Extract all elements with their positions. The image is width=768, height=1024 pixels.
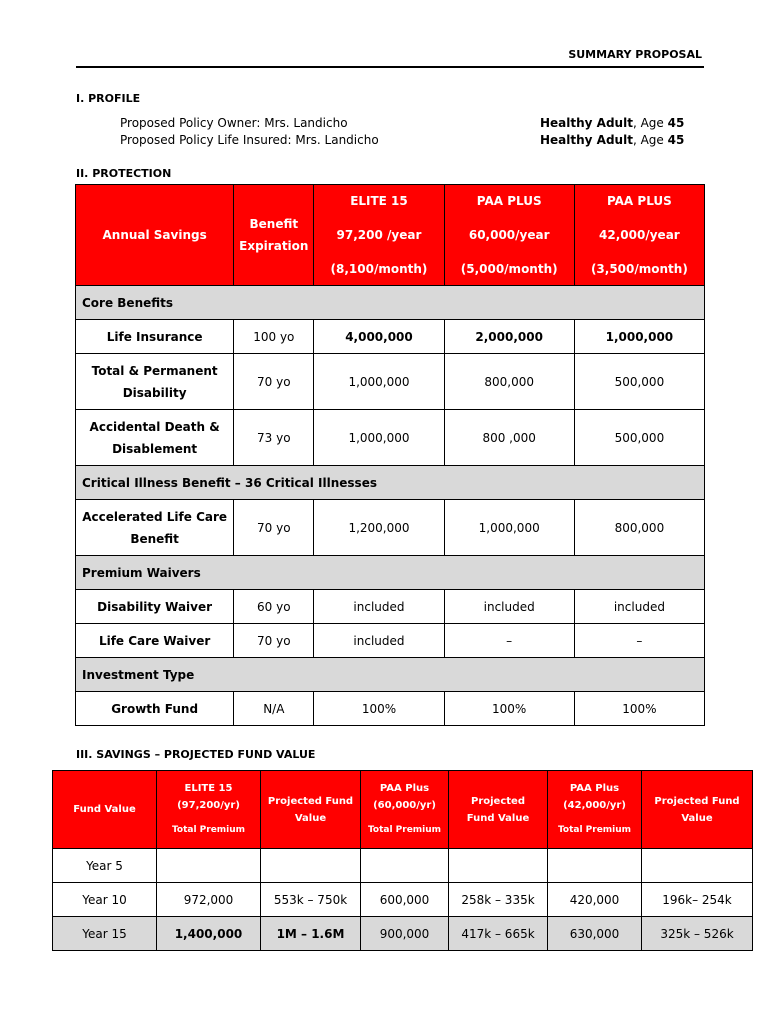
expiration-cell: 70 yo [234,354,314,410]
year-cell: Year 15 [53,917,157,951]
table-row [76,354,705,410]
value-cell: 900,000 [361,917,449,951]
value-cell: 800 ,000 [444,410,574,466]
value-cell [548,849,642,883]
benefit-expiration-header: Benefit Expiration [234,185,314,286]
table-row [76,410,705,466]
section-row-investment [76,658,705,692]
table-row [53,883,753,917]
savings-header-row [53,771,753,849]
expiration-cell: 73 yo [234,410,314,466]
value-cell: 100% [444,692,574,726]
value-cell: 630,000 [548,917,642,951]
value-cell: 258k – 335k [449,883,548,917]
paa-plus-42k-header: PAA PLUS 42,000/year (3,500/month) [574,185,704,286]
paa-42k-projected-header: Projected Fund Value [642,771,753,849]
year-cell: Year 10 [53,883,157,917]
row-label: Accidental Death & Disablement [76,410,234,466]
value-cell: 1,000,000 [444,500,574,556]
value-cell [361,849,449,883]
value-cell [642,849,753,883]
premium-waivers-heading: Premium Waivers [76,556,705,590]
value-cell: 500,000 [574,410,704,466]
table-row [76,692,705,726]
value-cell [261,849,361,883]
elite-15-header: ELITE 15 97,200 /year (8,100/month) [314,185,444,286]
value-cell: 100% [314,692,444,726]
row-label: Growth Fund [76,692,234,726]
expiration-cell: 60 yo [234,590,314,624]
document-header [76,46,704,68]
protection-heading: II. PROTECTION [76,167,172,180]
expiration-cell: 70 yo [234,624,314,658]
paa-60k-projected-header: Projected Fund Value [449,771,548,849]
value-cell: 553k – 750k [261,883,361,917]
value-cell: 600,000 [361,883,449,917]
savings-heading: III. SAVINGS – PROJECTED FUND VALUE [76,748,316,761]
protection-header-row [76,185,705,286]
year-cell: Year 5 [53,849,157,883]
elite-projected-header: Projected Fund Value [261,771,361,849]
profile-insured-row [120,133,685,147]
value-cell: 325k – 526k [642,917,753,951]
fund-value-header: Fund Value [53,771,157,849]
paa-42k-premium-header: PAA Plus (42,000/yr) Total Premium [548,771,642,849]
value-cell: 100% [574,692,704,726]
owner-health-status: Healthy Adult, Age 45 [540,116,685,130]
table-row [53,849,753,883]
row-label: Life Care Waiver [76,624,234,658]
table-row [53,917,753,951]
value-cell: 1,000,000 [574,320,704,354]
value-cell: 4,000,000 [314,320,444,354]
value-cell: 500,000 [574,354,704,410]
value-cell [449,849,548,883]
value-cell: – [444,624,574,658]
table-row [76,320,705,354]
paa-60k-premium-header: PAA Plus (60,000/yr) Total Premium [361,771,449,849]
section-row-critical [76,466,705,500]
value-cell [157,849,261,883]
value-cell: 800,000 [574,500,704,556]
value-cell: 1,000,000 [314,410,444,466]
profile-heading: I. PROFILE [76,92,141,105]
value-cell: 196k– 254k [642,883,753,917]
row-label: Total & Permanent Disability [76,354,234,410]
row-label: Disability Waiver [76,590,234,624]
row-label: Accelerated Life Care Benefit [76,500,234,556]
core-benefits-heading: Core Benefits [76,286,705,320]
value-cell: – [574,624,704,658]
expiration-cell: 70 yo [234,500,314,556]
value-cell: 1,000,000 [314,354,444,410]
expiration-cell: 100 yo [234,320,314,354]
table-row [76,590,705,624]
table-row [76,500,705,556]
annual-savings-header: Annual Savings [76,185,234,286]
value-cell: included [444,590,574,624]
policy-owner-label: Proposed Policy Owner: Mrs. Landicho [120,116,348,130]
protection-table [75,184,705,726]
value-cell: 1,200,000 [314,500,444,556]
savings-table [52,770,753,951]
value-cell: included [574,590,704,624]
table-row [76,624,705,658]
value-cell: 1,400,000 [157,917,261,951]
expiration-cell: N/A [234,692,314,726]
row-label: Life Insurance [76,320,234,354]
value-cell: 972,000 [157,883,261,917]
life-insured-label: Proposed Policy Life Insured: Mrs. Landicho [120,133,379,147]
value-cell: 420,000 [548,883,642,917]
value-cell: included [314,590,444,624]
elite-15-premium-header: ELITE 15 (97,200/yr) Total Premium [157,771,261,849]
critical-illness-heading: Critical Illness Benefit – 36 Critical Illnesses [76,466,705,500]
value-cell: 417k – 665k [449,917,548,951]
value-cell: 800,000 [444,354,574,410]
investment-type-heading: Investment Type [76,658,705,692]
profile-owner-row [120,116,685,130]
section-row-core [76,286,705,320]
insured-health-status: Healthy Adult, Age 45 [540,133,685,147]
value-cell: 1M – 1.6M [261,917,361,951]
paa-plus-60k-header: PAA PLUS 60,000/year (5,000/month) [444,185,574,286]
value-cell: included [314,624,444,658]
section-row-waivers [76,556,705,590]
summary-proposal-title: SUMMARY PROPOSAL [568,48,702,61]
value-cell: 2,000,000 [444,320,574,354]
